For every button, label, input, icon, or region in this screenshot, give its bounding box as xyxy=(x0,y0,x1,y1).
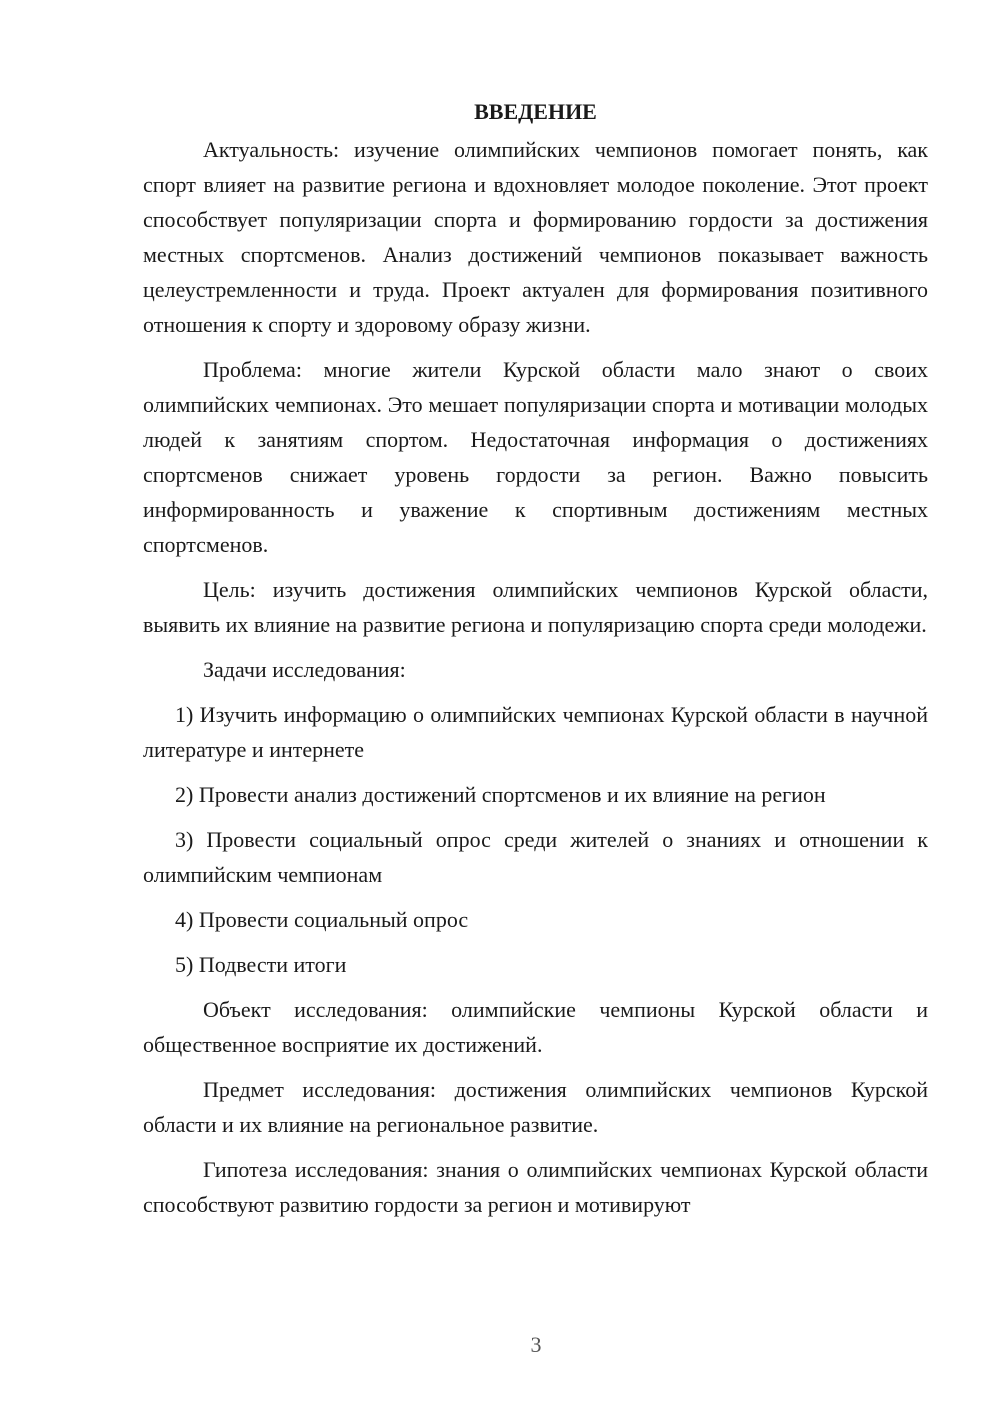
page-title: ВВЕДЕНИЕ xyxy=(474,99,597,124)
paragraph-goal: Цель: изучить достижения олимпийских чемпионов Курской области, выявить их влияние на развитие региона и популяризацию спорта среди молодежи. xyxy=(143,577,928,637)
paragraph-problem: Проблема: многие жители Курской области мало знают о своих олимпийских чемпионах. Это мешает популяризации спорта и мотивации молодых людей к занятиям спортом. Недостаточная информация о достижениях спортсменов снижает уровень гордости за регион. Важно повысить информированность и уважение к спортивным достижениям местных спортсменов. xyxy=(143,357,928,557)
paragraph-subject: Предмет исследования: достижения олимпийских чемпионов Курской области и их влияние на региональное развитие. xyxy=(143,1077,928,1137)
paragraph-relevance: Актуальность: изучение олимпийских чемпионов помогает понять, как спорт влияет на развитие региона и вдохновляет молодое поколение. Этот проект способствует популяризации спорта и формированию гордости за достижения местных спортсменов. Анализ достижений чемпионов показывает важность целеустремленности и труда. Проект актуален для формирования позитивного отношения к спорту и здоровому образу жизни. xyxy=(143,137,928,337)
task-item-2: 2) Провести анализ достижений спортсменов и их влияние на регион xyxy=(175,782,826,807)
tasks-title: Задачи исследования: xyxy=(203,657,406,682)
task-item-4: 4) Провести социальный опрос xyxy=(175,907,469,932)
paragraph-object: Объект исследования: олимпийские чемпионы Курской области и общественное восприятие их достижений. xyxy=(143,997,928,1057)
task-item-1: 1) Изучить информацию о олимпийских чемпионах Курской области в научной литературе и интернете xyxy=(143,702,928,762)
document-page xyxy=(143,94,928,1232)
page-number: 3 xyxy=(530,1332,542,1357)
task-item-3: 3) Провести социальный опрос среди жителей о знаниях и отношении к олимпийским чемпионам xyxy=(143,827,928,887)
paragraph-hypothesis: Гипотеза исследования: знания о олимпийских чемпионах Курской области способствуют развитию гордости за регион и мотивируют xyxy=(143,1157,928,1217)
task-item-5: 5) Подвести итоги xyxy=(175,952,347,977)
